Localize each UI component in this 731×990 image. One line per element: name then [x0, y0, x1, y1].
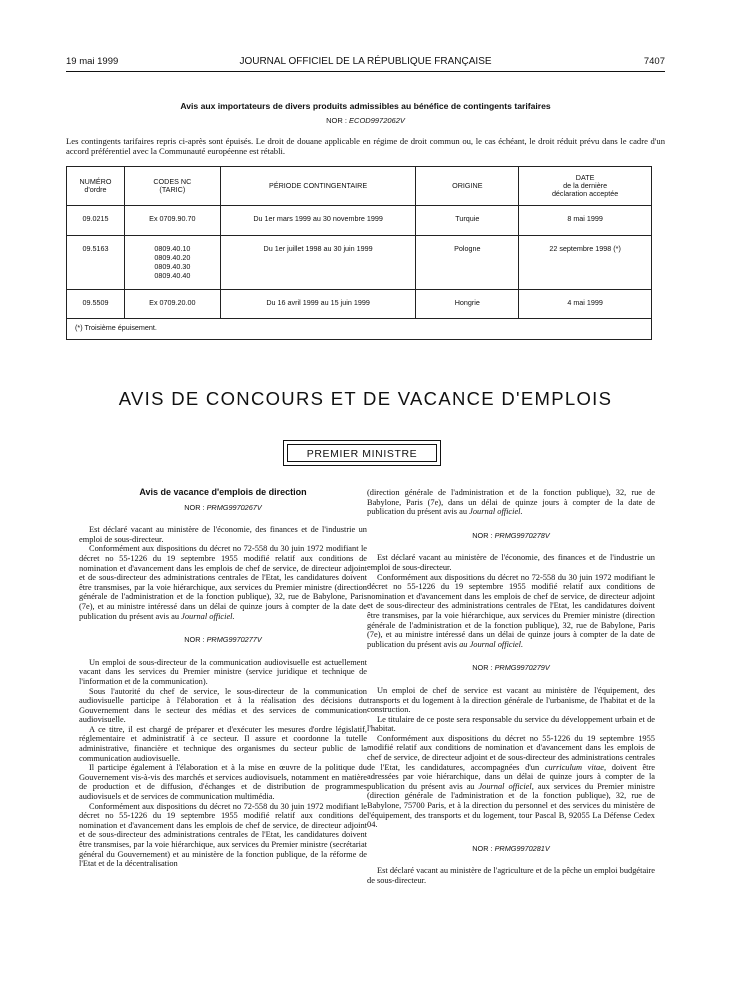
nor-line: NOR : PRMG9970277V [184, 635, 262, 645]
cell-codes: 0809.40.10 0809.40.20 0809.40.30 0809.40.40 [124, 236, 220, 290]
cell-numero: 09.5509 [67, 290, 125, 319]
nor-code: ECOD9972062V [349, 116, 405, 125]
cell-date: 4 mai 1999 [519, 290, 652, 319]
cell-origine: Turquie [416, 206, 519, 236]
cell-numero: 09.5163 [67, 236, 125, 290]
paragraph: Conformément aux dispositions du décret no 72-558 du 30 juin 1972 modifiant le décret no 55-1226 du 19 septembre 1955 modifié relatif aux conditions de nomination et d'avancement dans les emplois de chef de service, de directeur adjoint et de sous-directeur des administrations centrales de l'Etat, les candidatures doivent être transmises, par la voie hiérarchique, aux services du Premier ministre (secrétariat général du Gouvernement) et au ministère de la fonction publique, de la réforme de l'Etat et de la décentralisation [79, 801, 367, 869]
left-heading: Avis de vacance d'emplois de direction [139, 487, 307, 497]
page-number: 7407 [643, 56, 665, 67]
cell-periode: Du 1er juillet 1998 au 30 juin 1999 [220, 236, 416, 290]
table-footnote-row [67, 319, 652, 340]
ministry-label: PREMIER MINISTRE [287, 444, 437, 462]
cell-origine: Hongrie [416, 290, 519, 319]
cell-codes: Ex 0709.20.00 [124, 290, 220, 319]
paragraph: Un emploi de chef de service est vacant au ministère de l'équipement, des transports et du logement à la direction générale de l'urbanisme, de l'habitat et de la construction. [367, 685, 655, 715]
paragraph: Il participe également à l'élaboration et à la mise en œuvre de la politique du Gouvernement vis-à-vis des marchés et services audiovisuels, notamment en matière de production et de diffusion, d'échanges et de distribution de programmes audiovisuels et de services de communication multimédia. [79, 763, 367, 802]
header-rule [66, 71, 665, 72]
paragraph: Sous l'autorité du chef de service, le sous-directeur de la communication audiovisuelle participe à l'élaboration et à la réalisation des décisions du Gouvernement dans le secteur des médias et des services de communication audiovisuelle. [79, 686, 367, 725]
col-header-origine: ORIGINE [416, 167, 519, 206]
table-row [67, 206, 652, 236]
cell-numero: 09.0215 [67, 206, 125, 236]
avis-intro: Les contingents tarifaires repris ci-après sont épuisés. Le droit de douane applicable en régime de droit commun ou, le cas échéant, le droit réduit prévu dans le cadre d'un accord préférentiel avec la Communauté européenne est rétabli. [66, 136, 665, 156]
left-column [79, 488, 367, 869]
cell-date: 22 septembre 1998 (*) [519, 236, 652, 290]
journal-title: JOURNAL OFFICIEL DE LA RÉPUBLIQUE FRANÇAISE [239, 56, 492, 67]
ministry-box [283, 440, 441, 466]
table-header-row [67, 167, 652, 206]
paragraph: (direction générale de l'administration et de la fonction publique), 32, rue de Babylone, Paris (7e), dans un délai de quinze jours à compter de la date de publication du présent avis au Journal officiel. [367, 488, 655, 517]
cell-periode: Du 1er mars 1999 au 30 novembre 1999 [220, 206, 416, 236]
avis-title: Avis aux importateurs de divers produits admissibles au bénéfice de contingents tarifaires [180, 101, 551, 111]
col-header-periode: PÉRIODE CONTINGENTAIRE [220, 167, 416, 206]
paragraph: Conformément aux dispositions du décret no 72-558 du 30 juin 1972 modifiant le décret no 55-1226 du 19 septembre 1955 modifié relatif aux conditions de nomination et d'avancement dans les emplois de chef de service, de directeur adjoint et de sous-directeur des administrations centrales de l'Etat, les candidatures doivent être transmises, par la voie hiérarchique, aux services du Premier ministre (direction générale de l'administration et de la fonction publique), 32, rue de Babylone, Paris (7e), et au ministre intéressé dans un délai de quinze jours à compter de la date de publication du présent avis au Journal officiel. [79, 544, 367, 621]
header-date: 19 mai 1999 [66, 56, 119, 67]
cell-origine: Pologne [416, 236, 519, 290]
nor-line: NOR : PRMG9970267V [184, 502, 262, 512]
table-row [67, 290, 652, 319]
paragraph: Conformément aux dispositions du décret no 72-558 du 30 juin 1972 modifiant le décret no 55-1226 du 19 septembre 1955 modifié relatif aux conditions de nomination et d'avancement dans les emplois de chef de service, de directeur adjoint et de sous-directeur des administrations centrales de l'Etat, les candidatures doivent être transmises, par la voie hiérarchique, aux services du Premier ministre (direction générale de l'administration et de la fonction publique), 32, rue de Babylone, Paris (7e), et au ministre intéressé dans un délai de quinze jours à compter de la date de publication du présent avis au Journal officiel. [367, 572, 655, 649]
cell-date: 8 mai 1999 [519, 206, 652, 236]
paragraph: A ce titre, il est chargé de préparer et d'exécuter les mesures d'ordre législatif, réglementaire et administratif à ce secteur. Il assure et coordonne la tutelle administrative, financière et technique des organismes du secteur public de la communication audiovisuelle. [79, 724, 367, 763]
col-header-numero: NUMÉRO d'ordre [67, 167, 125, 206]
nor-line: NOR : PRMG9970281V [472, 843, 550, 853]
contingents-table [66, 166, 652, 340]
paragraph: Conformément aux dispositions du décret no 55-1226 du 19 septembre 1955 modifié relatif aux conditions de nomination et d'avancement dans les emplois de chef de service, de directeur adjoint et de sous-directeur des administrations centrales de l'Etat, les candidatures, accompagnées d'un curriculum vitae, doivent être adressées par voie hiérarchique, dans un délai de quinze jours à compter de la publication du présent avis au Journal officiel, aux services du Premier ministre (direction générale de l'administration et de la fonction publique), 32, rue de Babylone, 75700 Paris, et à la direction du personnel et des services du ministère de l'équipement, des transports et du logement, tour Pascal B, 92055 La Défense Cedex 04. [367, 733, 656, 830]
col-header-codes: CODES NC (TARIC) [124, 167, 220, 206]
nor-line: NOR : PRMG9970279V [472, 663, 550, 673]
table-footnote: (*) Troisième épuisement. [67, 319, 652, 340]
nor-line: NOR : PRMG9970278V [472, 530, 550, 540]
cell-codes: Ex 0709.90.70 [124, 206, 220, 236]
nor-label: NOR : [326, 116, 347, 125]
section-title: AVIS DE CONCOURS ET DE VACANCE D'EMPLOIS [118, 388, 613, 409]
right-column [367, 488, 655, 886]
paragraph: Est déclaré vacant au ministère de l'économie, des finances et de l'industrie un emploi de sous-directeur. [367, 553, 655, 572]
cell-periode: Du 16 avril 1999 au 15 juin 1999 [220, 290, 416, 319]
table-row [67, 236, 652, 290]
paragraph: Est déclaré vacant au ministère de l'économie, des finances et de l'industrie un emploi de sous-directeur. [79, 525, 367, 544]
paragraph: Un emploi de sous-directeur de la communication audiovisuelle est actuellement vacant dans les services du Premier ministre (service juridique et technique de l'information et de la communication). [79, 657, 367, 686]
paragraph: Est déclaré vacant au ministère de l'agriculture et de la pêche un emploi budgétaire de sous-directeur. [367, 866, 655, 885]
paragraph: Le titulaire de ce poste sera responsable du service du développement urbain et de l'habitat. [367, 714, 655, 734]
avis-nor [66, 116, 665, 125]
col-header-date: DATE de la dernière déclaration acceptée [519, 167, 652, 206]
